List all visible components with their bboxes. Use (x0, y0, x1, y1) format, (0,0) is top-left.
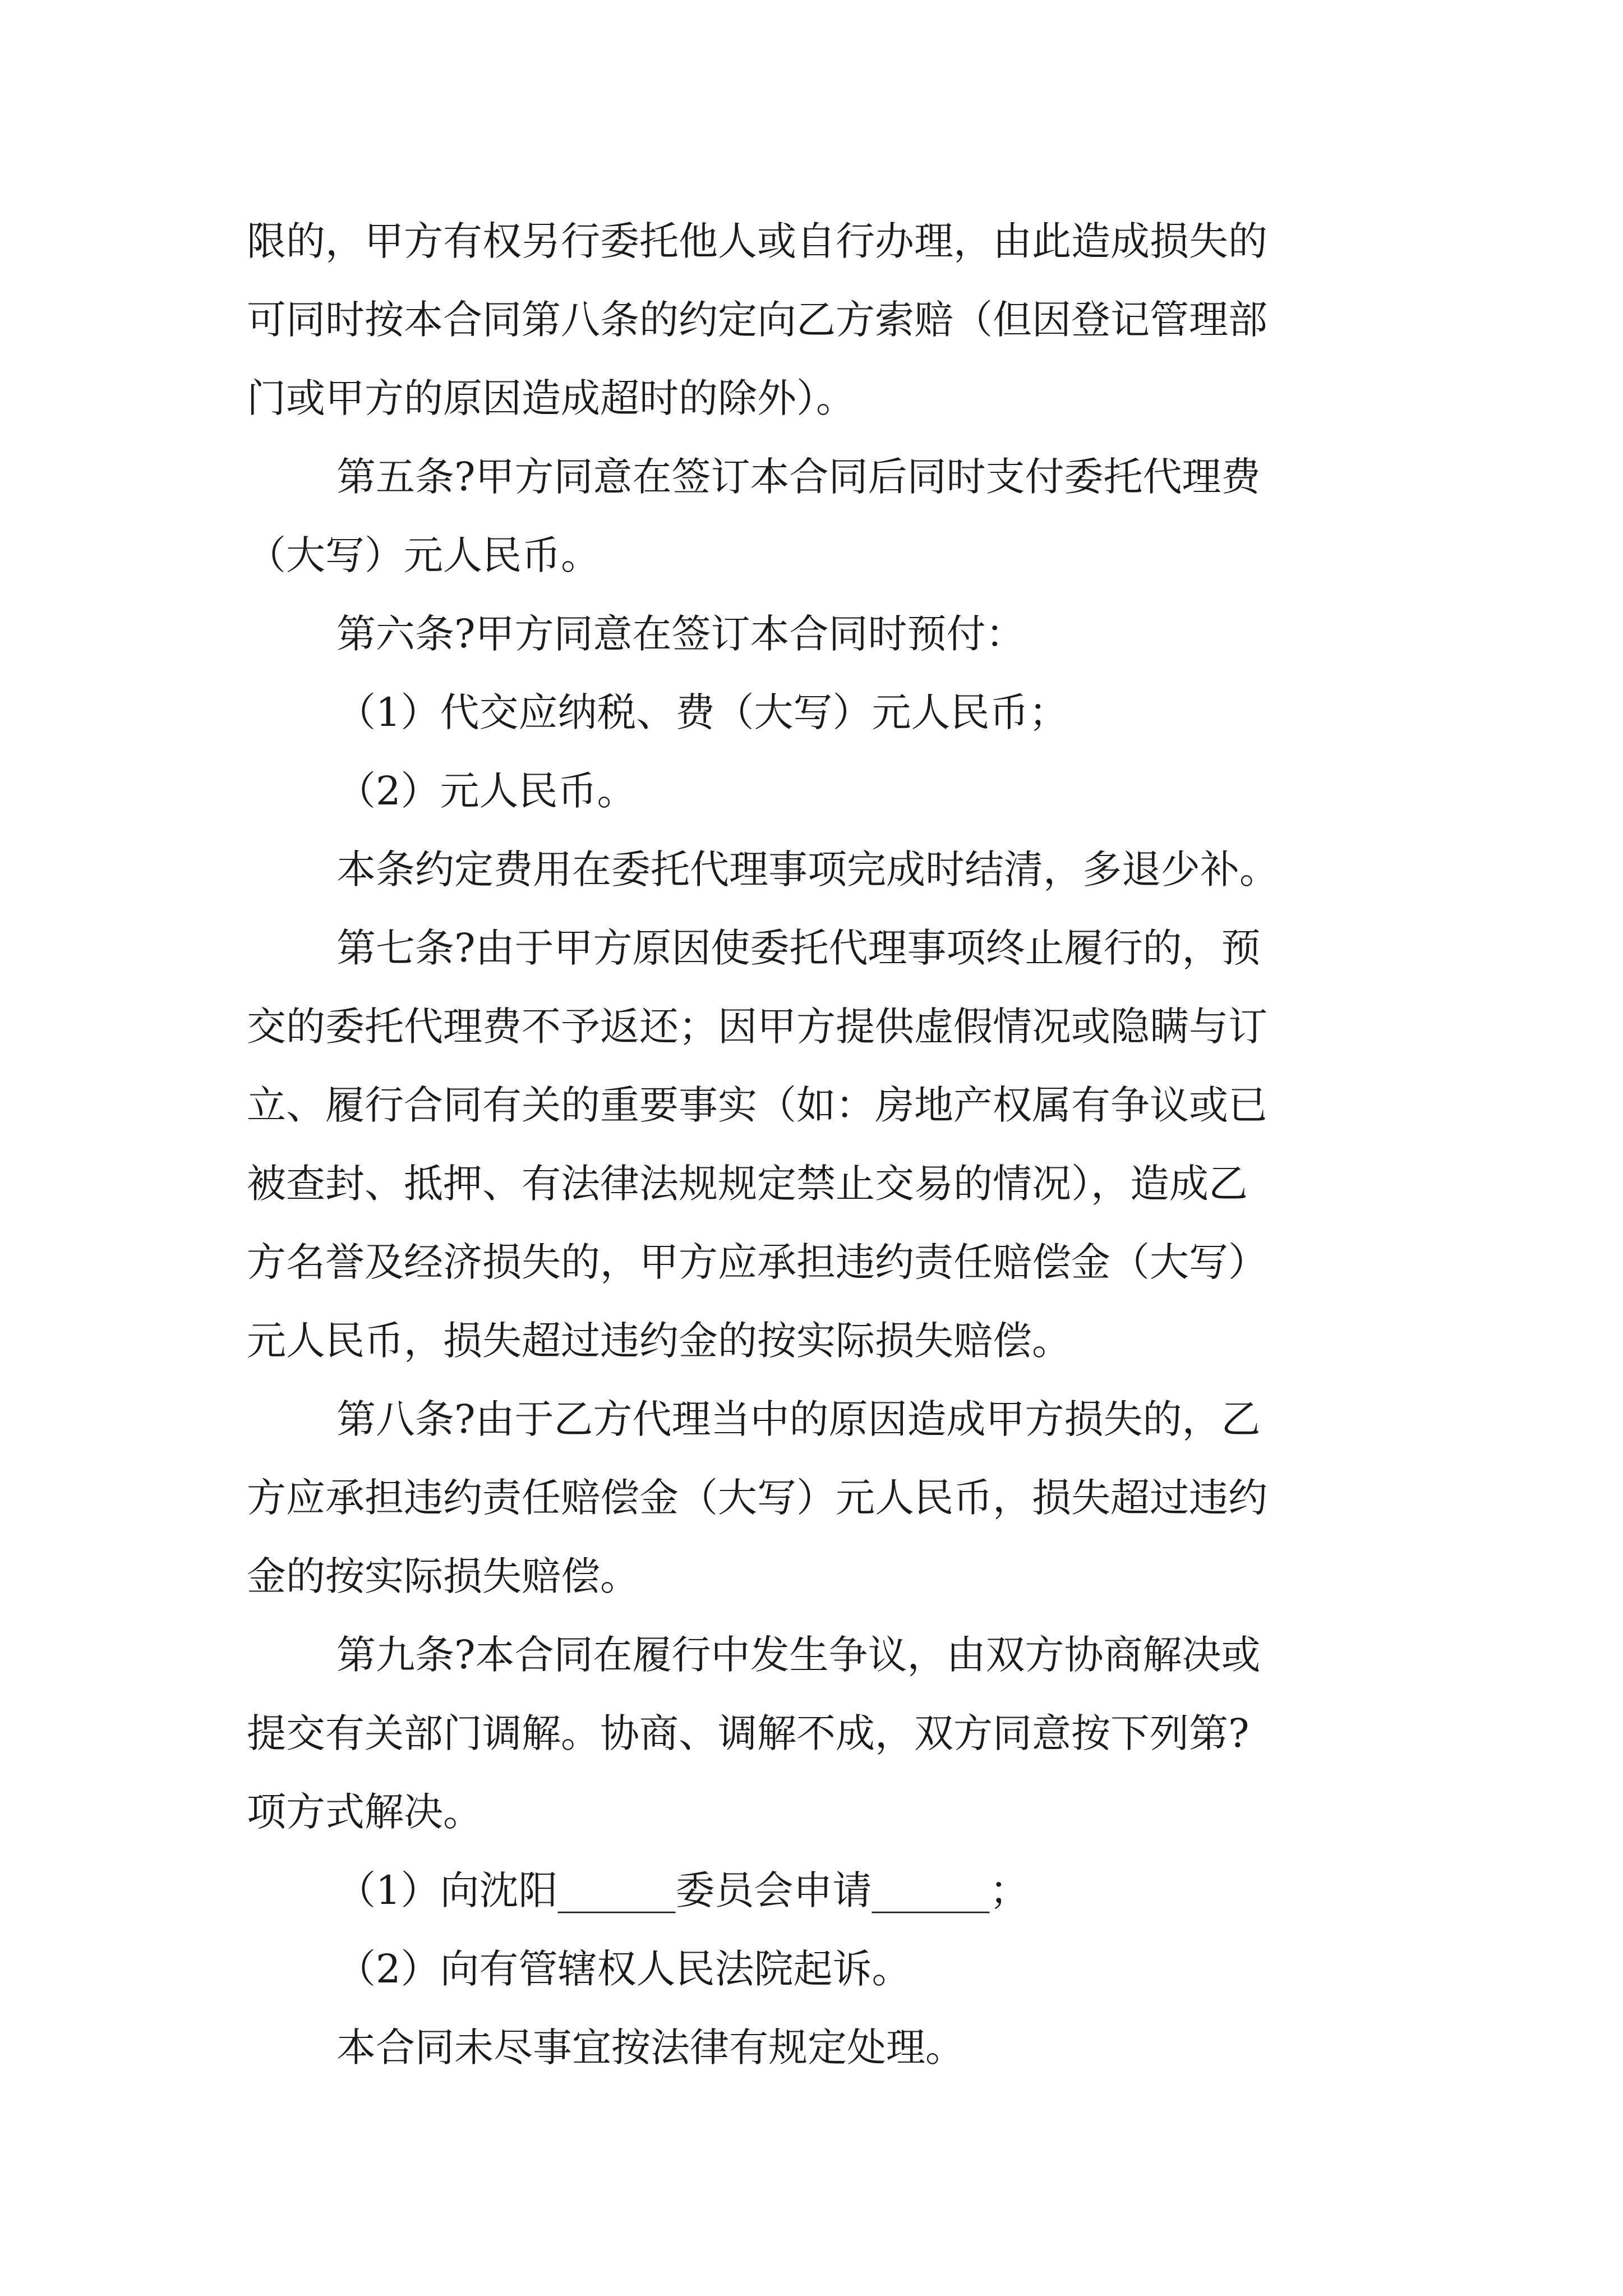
text-line: （1）向沈阳______委员会申请______； (336, 1867, 1029, 1913)
text-line: 本条约定费用在委托代理事项完成时结清，多退少补。 (336, 846, 1279, 892)
text-line: 方应承担违约责任赔偿金（大写）元人民币，损失超过违约 (247, 1475, 1267, 1521)
text-line: 门或甲方的原因造成超时的除外）。 (247, 375, 855, 421)
text-line: （2）元人民币。 (336, 768, 637, 814)
text-line: 本合同未尽事宜按法律有规定处理。 (336, 2024, 965, 2070)
text-line: 第六条?甲方同意在签订本合同时预付： (336, 611, 1025, 657)
text-line: 立、履行合同有关的重要事实（如：房地产权属有争议或已 (247, 1082, 1267, 1128)
text-line: （2）向有管辖权人民法院起诉。 (336, 1946, 911, 1992)
text-line: 被查封、抵押、有法律法规规定禁止交易的情况），造成乙 (247, 1161, 1248, 1207)
text-line: 第八条?由于乙方代理当中的原因造成甲方损失的，乙 (336, 1396, 1261, 1442)
text-line: （大写）元人民币。 (247, 532, 600, 578)
text-line: 第五条?甲方同意在签订本合同后同时支付委托代理费 (336, 454, 1261, 500)
text-line: 元人民币，损失超过违约金的按实际损失赔偿。 (247, 1318, 1071, 1364)
text-line: 第九条?本合同在履行中发生争议，由双方协商解决或 (336, 1632, 1261, 1678)
text-line: 项方式解决。 (247, 1789, 482, 1835)
text-line: （1）代交应纳税、费（大写）元人民币； (336, 689, 1068, 735)
text-line: 金的按实际损失赔偿。 (247, 1553, 639, 1599)
text-line: 限的，甲方有权另行委托他人或自行办理，由此造成损失的 (247, 218, 1267, 264)
text-line: 提交有关部门调解。协商、调解不成，双方同意按下列第? (247, 1710, 1249, 1756)
text-line: 方名誉及经济损失的，甲方应承担违约责任赔偿金（大写） (247, 1239, 1267, 1285)
text-line: 可同时按本合同第八条的约定向乙方索赔（但因登记管理部 (247, 297, 1267, 343)
text-line: 交的委托代理费不予返还；因甲方提供虚假情况或隐瞒与订 (247, 1004, 1267, 1050)
text-line: 第七条?由于甲方原因使委托代理事项终止履行的，预 (336, 925, 1261, 971)
